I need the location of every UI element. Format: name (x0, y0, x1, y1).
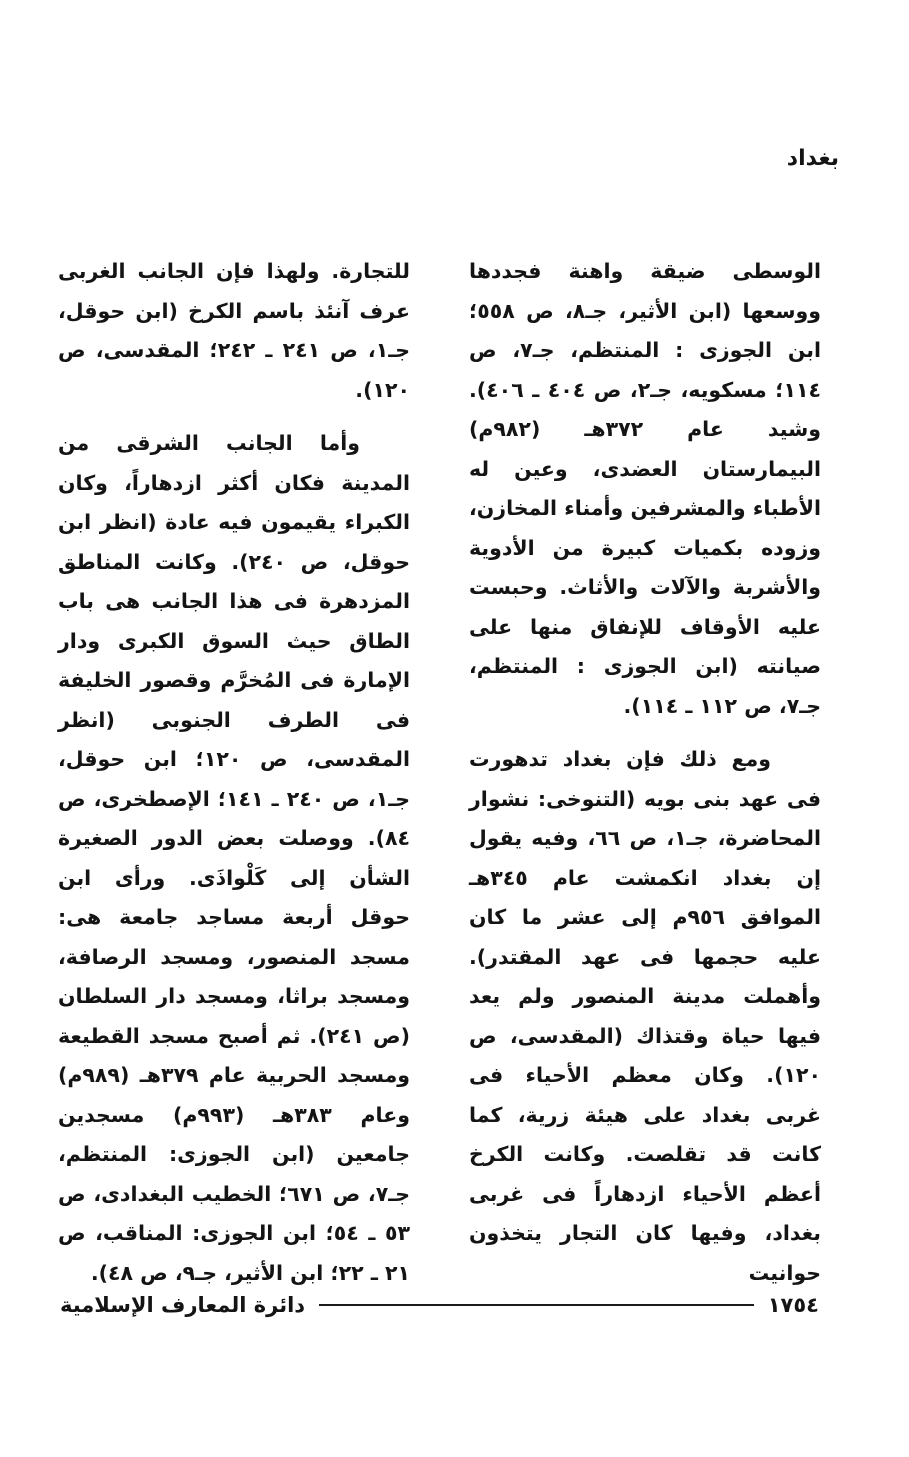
text-column-left (58, 252, 410, 1293)
page-footer (60, 1290, 819, 1320)
paragraph: وأما الجانب الشرقى من المدينة فكان أكثر ازدهاراً، وكان الكبراء يقيمون فيه عادة (انظر ابن حوقل، ص ٢٤٠). وكانت المناطق المزدهرة فى هذا الجانب هى باب الطاق حيث السوق الكبرى ودار الإمارة فى المُخرَّم وقصور الخليفة فى الطرف الجنوبى (انظر المقدسى، ص ١٢٠؛ ابن حوقل، جـ١، ص ٢٤٠ ـ ١٤١؛ الإصطخرى، ص ٨٤). ووصلت بعض الدور الصغيرة الشأن إلى كَلْواذَى. ورأى ابن حوقل أربعة مساجد جامعة هى: مسجد المنصور، ومسجد الرصافة، ومسجد براثا، ومسجد دار السلطان (ص ٢٤١). ثم أصبح مسجد القطيعة ومسجد الحربية عام ٣٧٩هـ (٩٨٩م) وعام ٣٨٣هـ (٩٩٣م) مسجدين جامعين (ابن الجوزى: المنتظم، جـ٧، ص ٦٧١؛ الخطيب البغدادى، ص ٥٣ ـ ٥٤؛ ابن الجوزى: المناقب، ص ٢١ ـ ٢٢؛ ابن الأثير، جـ٩، ص ٤٨). (58, 431, 411, 1285)
footer-divider (319, 1304, 754, 1306)
paragraph: للتجارة. ولهذا فإن الجانب الغربى عرف آنئذ باسم الكرخ (ابن حوقل، جـ١، ص ٢٤١ ـ ٢٤٢؛ المقدسى، ص ١٢٠). (58, 259, 411, 402)
running-head: بغداد (786, 146, 839, 171)
text-column-right (469, 252, 821, 1293)
paragraph: الوسطى ضيقة واهنة فجددها ووسعها (ابن الأثير، جـ٨، ص ٥٥٨؛ ابن الجوزى : المنتظم، جـ٧، ص ١١٤؛ مسكويه، جـ٢، ص ٤٠٤ ـ ٤٠٦). وشيد عام ٣٧٢هـ (٩٨٢م) البيمارستان العضدى، وعين له الأطباء والمشرفين وأمناء المخازن، وزوده بكميات كبيرة من الأدوية والأشربة والآلات والأثاث. وحبست عليه الأوقاف للإنفاق منها على صيانته (ابن الجوزى : المنتظم، جـ٧، ص ١١٢ ـ ١١٤). (469, 259, 821, 718)
paragraph: ومع ذلك فإن بغداد تدهورت فى عهد بنى بويه (التنوخى: نشوار المحاضرة، جـ١، ص ٦٦، وفيه يقول إن بغداد انكمشت عام ٣٤٥هـ الموافق ٩٥٦م إلى عشر ما كان عليه حجمها فى عهد المقتدر). وأهملت مدينة المنصور ولم يعد فيها حياة وقتذاك (المقدسى، ص ١٢٠). وكان معظم الأحياء فى غربى بغداد على هيئة زرية، كما كانت قد تقلصت. وكانت الكرخ أعظم الأحياء ازدهاراً فى غربى بغداد، وفيها كان التجار يتخذون حوانيت (469, 747, 822, 1285)
publication-title: دائرة المعارف الإسلامية (60, 1293, 306, 1317)
page-number: ١٧٥٤ (767, 1293, 819, 1317)
